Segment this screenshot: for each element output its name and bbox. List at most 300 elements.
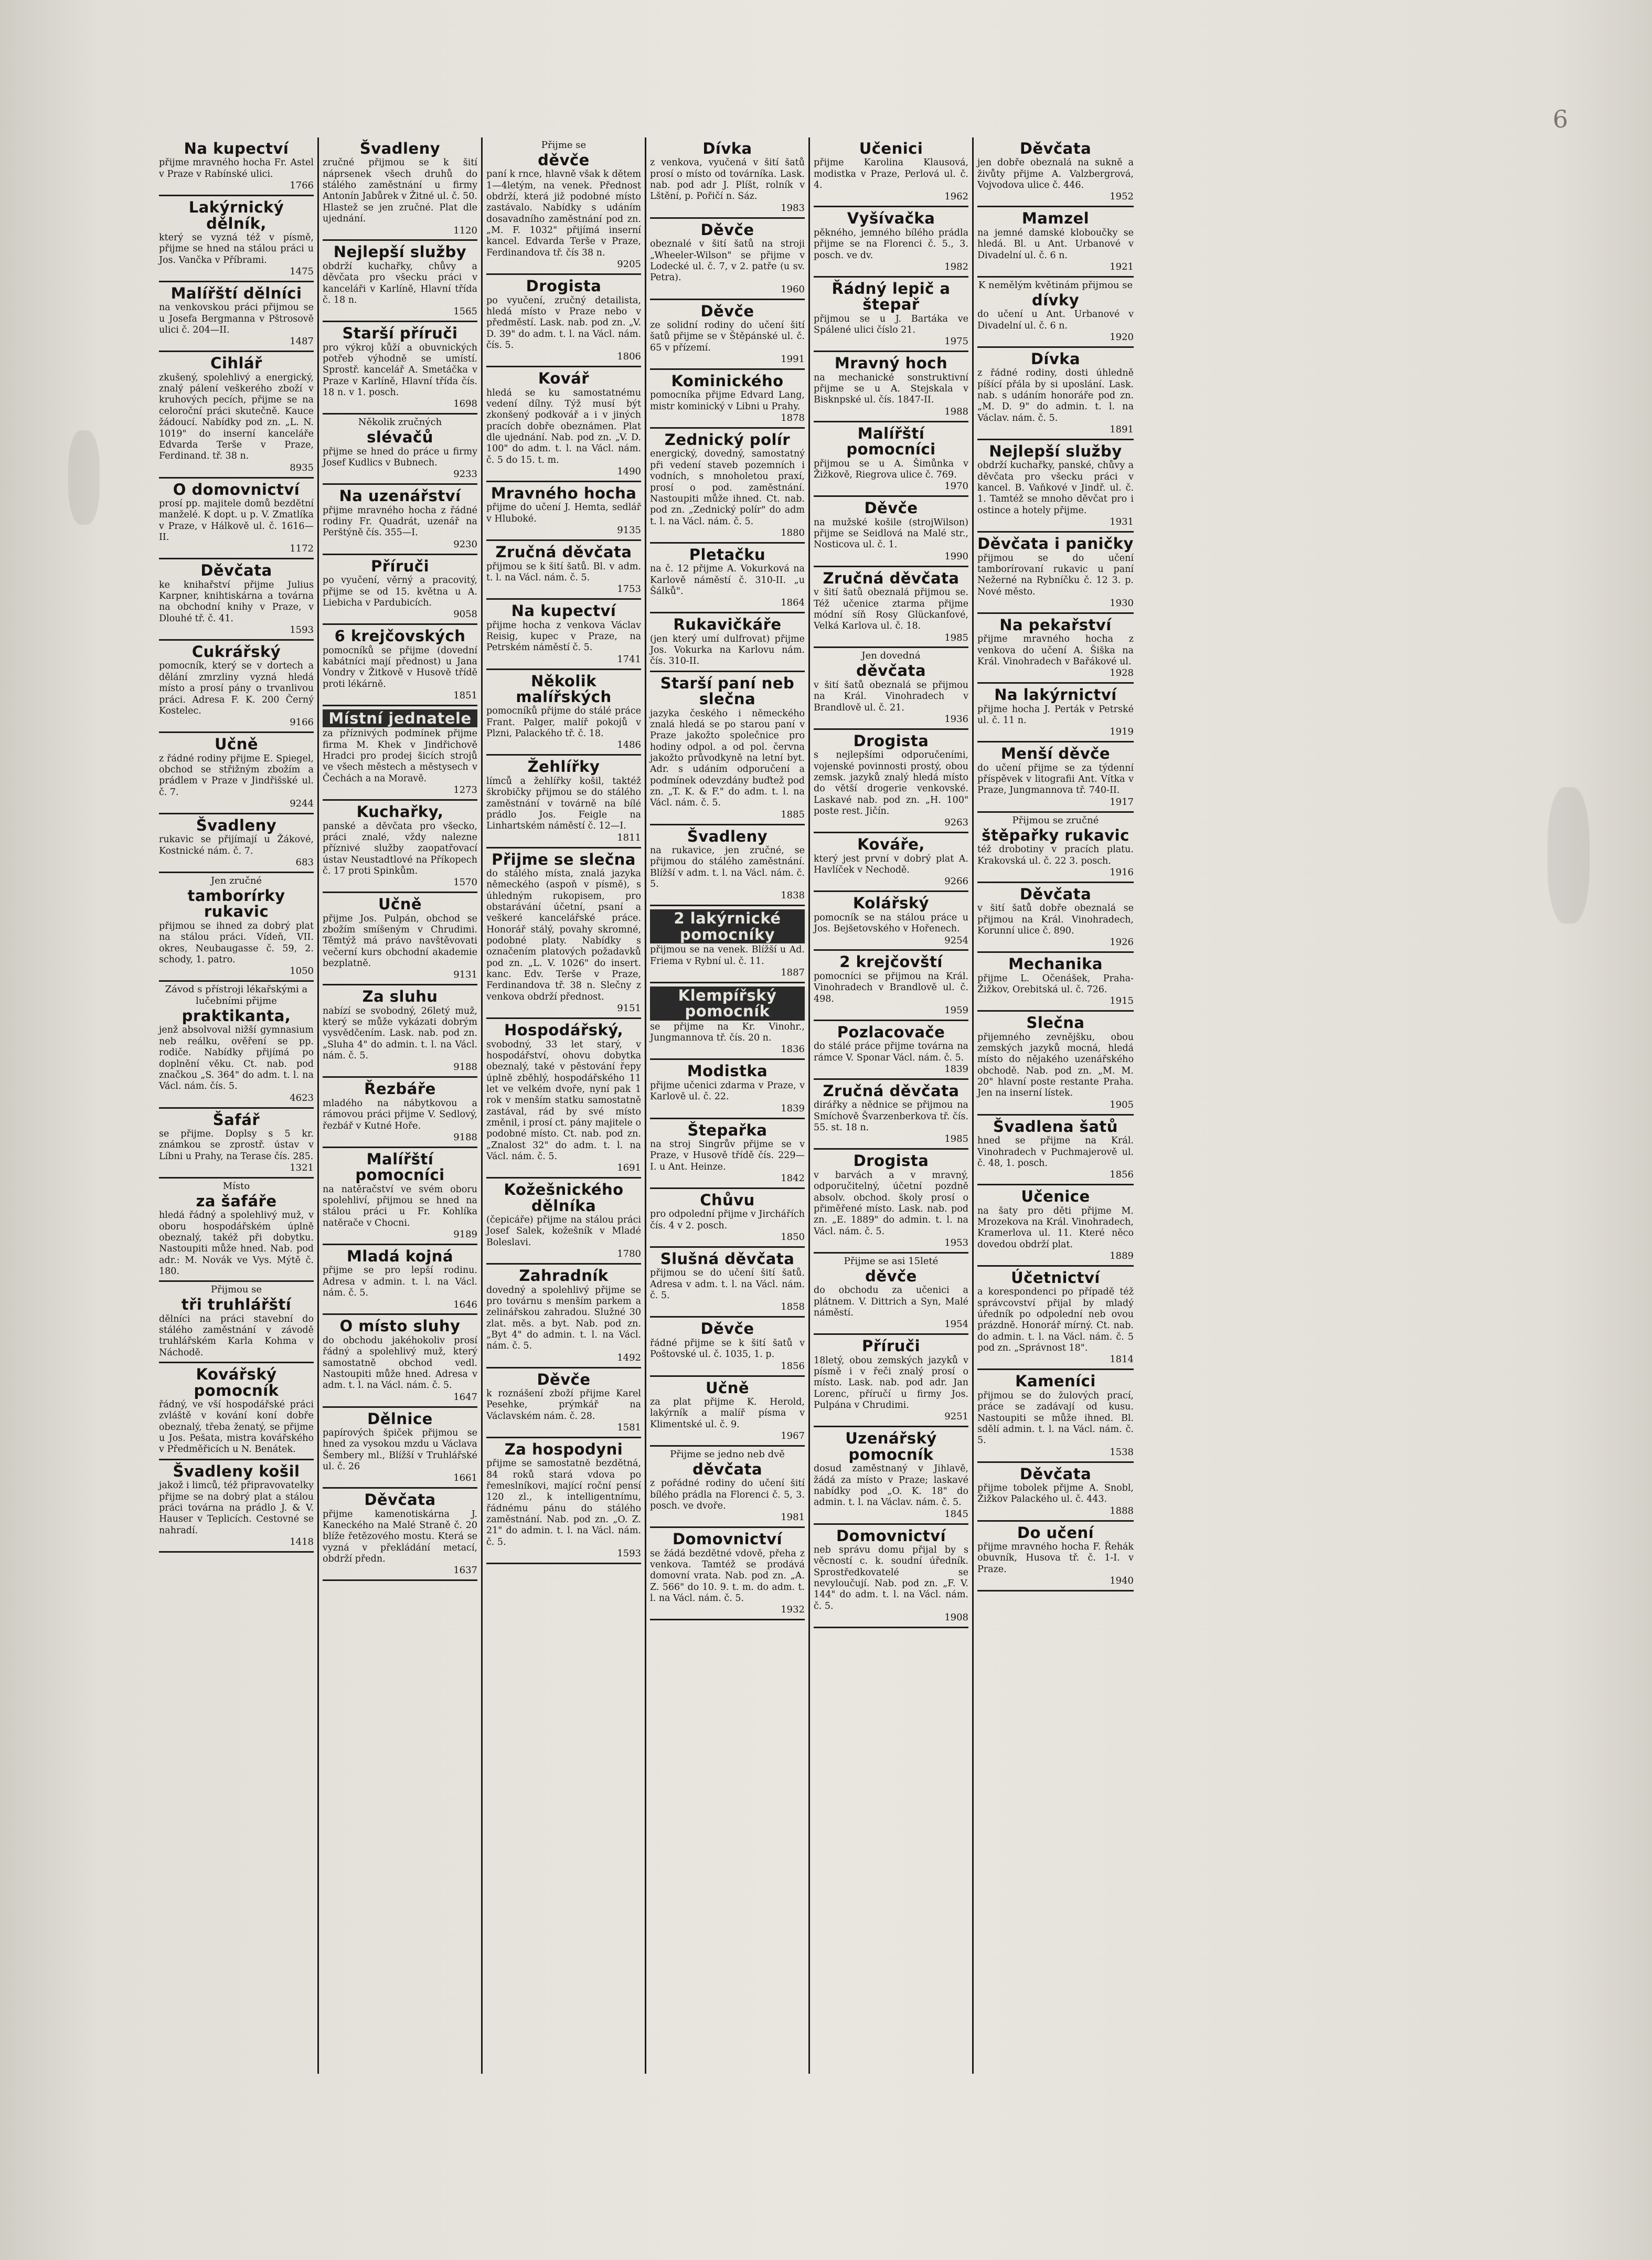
- ad-body: za příznivých podmínek přijme firma M. Khek v Jindřichově Hradci pro prodej šicích strojů ve všech městech a městysech v Čechách a na Moravě.: [323, 728, 477, 784]
- classified-ad: [814, 137, 968, 207]
- ad-heading: Děvče: [700, 302, 754, 320]
- ad-heading: Za sluhu: [362, 988, 438, 1006]
- ad-heading: Na uzenářství: [339, 487, 461, 505]
- ad-code: 9251: [944, 1411, 968, 1423]
- classified-ad: [323, 985, 477, 1078]
- ad-code: 1811: [617, 832, 641, 843]
- ad-heading: Učenici: [859, 140, 923, 157]
- classified-ad: [650, 1119, 805, 1189]
- ad-body: na č. 12 přijme A. Vokurková na Karlově náměstí č. 310-II. „u Šálků".: [650, 564, 805, 597]
- classified-ad: [650, 1528, 805, 1620]
- ad-body: na venkovskou práci přijmou se u Josefa Bergmanna v Pštrosově ulici č. 204—II.: [159, 302, 314, 336]
- ad-code: 9233: [453, 469, 477, 480]
- ad-code: 1975: [944, 336, 968, 347]
- classified-ad: [977, 1267, 1134, 1370]
- classified-ad: [323, 1245, 477, 1315]
- ad-code: 1960: [781, 283, 805, 295]
- ad-heading: Kolářský: [852, 894, 930, 913]
- classified-ad: [650, 1318, 805, 1376]
- ad-heading: Za hospodyni: [504, 1440, 623, 1458]
- ad-code: 1916: [1110, 866, 1134, 878]
- ad-heading: Domovnictví: [672, 1530, 783, 1548]
- ad-body: řádné přijme se k šití šatů v Poštovské ul. č. 1035, 1. p.: [650, 1338, 805, 1360]
- classified-ad: [650, 1060, 805, 1119]
- ad-code: 1538: [1110, 1446, 1134, 1458]
- ad-body: přijemného zevnějšku, obou zemských jazyků mocná, hledá místo do nějakého uzenářského obchodě. Nab. pod zn. „M. M. 20" hlavní poste restante Praha. Jen na inserní lístek.: [977, 1032, 1134, 1099]
- ad-body: hledá se ku samostatnému vedení dílny. Týž musí být zkonšený podkovář a i v jiných pracích dobře obeznámen. Plat dle ujednání. Nab. pod zn. „V. D. 100" do adm. t. l. na Václ. nám. č. 5 do 15. t. m.: [486, 387, 641, 465]
- classified-ad: [486, 600, 641, 670]
- classified-ad: [323, 706, 477, 801]
- classified-ad: [486, 1019, 641, 1179]
- ad-code: 1887: [781, 967, 805, 978]
- ad-heading: Pletačku: [689, 545, 766, 564]
- classified-ad: [814, 1335, 968, 1427]
- classified-ad: [814, 278, 968, 353]
- ad-heading: Žehlířky: [527, 758, 600, 776]
- classified-ad: [814, 892, 968, 951]
- ad-heading: Děvče: [700, 220, 754, 239]
- classified-ad: [814, 1150, 968, 1253]
- ad-code: 1888: [1110, 1505, 1134, 1516]
- classified-ad: [814, 497, 968, 567]
- classified-ad: [650, 429, 805, 544]
- ad-heading: Děvčata i paničky: [977, 535, 1134, 553]
- classified-ad: [650, 613, 805, 672]
- ad-heading: Příruči: [370, 557, 430, 575]
- ad-body: na mechanické sonstruktivní přijme se u A. Stejskala v Bisknpské ul. čís. 1847-II.: [814, 372, 968, 406]
- ad-code: 1928: [1110, 667, 1134, 679]
- classified-ad: [650, 672, 805, 825]
- ad-code: 9230: [453, 538, 477, 550]
- ad-code: 1766: [290, 180, 314, 192]
- ad-code: 1885: [781, 809, 805, 820]
- ad-body: přijme kamenotiskárna J. Kaneckého na Malé Straně č. 20 blíže řetězového mostu. Která se vyzná v překládání metací, obdrží předn.: [323, 1509, 477, 1565]
- ad-code: 1917: [1110, 796, 1134, 808]
- classified-ad: [650, 1377, 805, 1447]
- ad-heading: Švadleny: [196, 816, 277, 834]
- classified-ad: [486, 1438, 641, 1564]
- ad-heading: Domovnictví: [836, 1526, 946, 1545]
- ad-heading: Děvče: [700, 1320, 754, 1338]
- ad-heading: Dívka: [702, 140, 752, 157]
- ad-code: 1850: [781, 1232, 805, 1243]
- classified-ad: [814, 833, 968, 892]
- ad-code: 1954: [944, 1319, 968, 1330]
- print-smudge: [1548, 787, 1590, 924]
- ad-body: pomocníků se přijme (dovední kabátníci mají přednost) u Jana Vondry v Žitkově v Husově třídě proti lékárně.: [323, 645, 477, 689]
- ad-code: 9244: [290, 798, 314, 809]
- classified-columns: [155, 137, 1517, 2074]
- classified-ad: [323, 485, 477, 555]
- ad-body: pro výkroj kůží a obuvnických potřeb výhodně se umístí. Sprostř. kancelář A. Smetáčka v Praze v Karlíně, Hlavní třída čís. 18 n. v 1. posch.: [323, 342, 477, 398]
- ad-heading: Na kupectví: [184, 140, 289, 157]
- ad-code: 1851: [453, 690, 477, 702]
- ad-preface: K nemělým květinám přijmou se: [978, 279, 1133, 291]
- classified-ad: [159, 137, 314, 196]
- classified-ad: [977, 440, 1134, 533]
- ad-body: obeznalé v šití šatů na stroji „Wheeler-Wilson" se přijme v Lodecké ul. č. 7, v 2. patře (u sv. Petra).: [650, 239, 805, 283]
- ad-code: 1985: [944, 632, 968, 643]
- classified-ad: [650, 544, 805, 613]
- classified-ad: [814, 352, 968, 422]
- ad-code: 1120: [453, 225, 477, 236]
- ad-code: 1919: [1110, 726, 1134, 738]
- ad-body: mladého na nábytkovou a rámovou práci přijme V. Sedlový, řezbář v Kutné Hoře.: [323, 1098, 477, 1131]
- ad-code: 1864: [781, 597, 805, 609]
- ad-heading: Zručná děvčata: [823, 1081, 960, 1100]
- classified-ad: [650, 906, 805, 983]
- ad-code: 1753: [617, 583, 641, 595]
- ad-heading: Kameníci: [1015, 1372, 1096, 1391]
- ad-heading: Zednický polír: [664, 431, 791, 449]
- ad-body: přijme se hned do práce u firmy Josef Kudlics v Bubnech.: [323, 446, 477, 469]
- ad-body: který jest první v dobrý plat A. Havlíček v Nechodě.: [814, 853, 968, 876]
- classified-ad: [323, 801, 477, 893]
- ad-heading: Na lakýrnictví: [994, 686, 1117, 704]
- classified-ad: [159, 1282, 314, 1363]
- ad-code: 1741: [617, 653, 641, 665]
- classified-ad: [323, 893, 477, 985]
- ad-code: 1647: [453, 1391, 477, 1403]
- classified-ad: [323, 415, 477, 485]
- ad-body: přijmou se na venek. Blížší u Ad. Friema v Rybní ul. č. 11.: [650, 945, 805, 967]
- ad-code: 1931: [1110, 516, 1134, 528]
- classified-ad: [323, 1315, 477, 1407]
- classified-ad: [650, 983, 805, 1060]
- ad-code: 1889: [1110, 1250, 1134, 1261]
- ad-body: přijme do učení J. Hemta, sedlář v Hluboké.: [486, 502, 641, 524]
- ad-preface: Několik zručných: [358, 417, 442, 428]
- ad-body: na stroj Singrův přijme se v Praze, v Husově třídě čís. 229—I. u Ant. Heinze.: [650, 1139, 805, 1172]
- ad-heading: Šafář: [212, 1110, 260, 1129]
- ad-heading: Učně: [214, 735, 259, 754]
- ad-heading: Pozlacovače: [837, 1023, 945, 1041]
- classified-ad: [977, 278, 1134, 348]
- ad-code: 1936: [944, 713, 968, 725]
- classified-ad: [814, 1525, 968, 1628]
- ad-body: na jemné damské kloboučky se hledá. Bl. u Ant. Urbanové v Divadelní ul. č. 6 n.: [977, 227, 1134, 261]
- ad-heading: Švadlena šatů: [993, 1117, 1118, 1136]
- ad-body: papírových špiček přijmou se hned za vysokou mzdu u Václava Šembery ml., Blížší v Truhlářské ul. č. 26: [323, 1428, 477, 1472]
- ad-body: límců a žehlířky košil, taktéž škrobičky přijmou se do stálého zaměstnání v továrně na bílé prádlo Jos. Feigle na Linhartském náměstí č. 12—I.: [486, 776, 641, 832]
- ad-code: 8935: [290, 462, 314, 473]
- classified-ad: [977, 813, 1134, 883]
- ad-heading: Nejlepší služby: [989, 442, 1122, 460]
- ad-heading: Slušná děvčata: [660, 1250, 795, 1268]
- ad-body: přijme Karolina Klausová, modistka v Praze, Perlová ul. č. 4.: [814, 157, 968, 191]
- ad-code: 1490: [617, 466, 641, 478]
- ad-code: 1637: [453, 1565, 477, 1576]
- ad-body: pomocníků přijme do stálé práce Frant. Palger, malíř pokojů v Plzni, Palackého tř. č. 18.: [486, 706, 641, 739]
- classified-ad: [323, 1408, 477, 1489]
- ad-code: 9205: [617, 259, 641, 270]
- ad-body: v šití šatů dobře obeznalá se přijmou na Král. Vinohradech, Korunní ulice č. 890.: [977, 903, 1134, 936]
- ad-body: přijme mravného hocha F. Řehák obuvník, Husova tř. č. 1-I. v Praze.: [977, 1542, 1134, 1575]
- ad-heading: Děvče: [537, 1370, 591, 1388]
- ad-body: se přijme na Kr. Vinohr., Jungmannova tř. čís. 20 n.: [650, 1021, 805, 1044]
- ad-body: jakož i limců, též připravovatelky přijme se na dobrý plat a stálou práci továrna na prádlo J. & V. Hauser v Teplicích. Cestovné se nahradí.: [159, 1480, 314, 1536]
- ad-body: pomocník se na stálou práce u Jos. Bejšetovského v Hořenech.: [814, 912, 968, 935]
- ad-code: 1565: [453, 306, 477, 317]
- ad-body: na šaty pro děti přijme M. Mrozekova na Král. Vinohradech, Kramerlova ul. 11. Které něco dovedou obdrží plat.: [977, 1205, 1134, 1250]
- classified-ad: [650, 370, 805, 429]
- ad-heading: 6 krejčovských: [334, 627, 466, 645]
- ad-body: přijme Jos. Pulpán, obchod se zbožím smíšeným v Chrudimi. Těmtýž má právo navštěvovati večerní kurs obchodní akademie bezplatně.: [323, 913, 477, 969]
- classified-ad: [486, 482, 641, 541]
- ad-body: přijmou se do učení tamborírovaní rukavic u paní Nežerné na Rybníčku č. 12 3. p. Nové město.: [977, 553, 1134, 597]
- ad-heading: Příruči: [861, 1337, 921, 1355]
- ad-body: do obchodu za učenici a plátnem. V. Dittrich a Syn, Malé náměstí.: [814, 1285, 968, 1318]
- ad-heading: dívky: [1031, 291, 1080, 309]
- ad-body: obdrží kuchařky, panské, chůvy a děvčata pro všecku práci v kancel. B. Vaňkové v Jindř. ul. č. 1. Tamtéž se mnoho děvčat pro i ostince a hotely přijme.: [977, 460, 1134, 516]
- ad-heading: Švadleny: [359, 140, 441, 157]
- ad-code: 1940: [1110, 1575, 1134, 1587]
- classified-ad: [650, 1248, 805, 1318]
- ad-code: 1959: [944, 1004, 968, 1016]
- ad-preface: Přijmou se zručné: [1012, 814, 1099, 826]
- ad-heading: tamborírky rukavic: [187, 886, 285, 921]
- ad-body: za plat přijme K. Herold, lakýrník a malíř písma v Klimentské ul. č. 9.: [650, 1396, 805, 1430]
- ad-heading: Slečna: [1026, 1014, 1085, 1032]
- ad-heading: Děvče: [864, 499, 918, 517]
- ad-code: 9266: [944, 876, 968, 887]
- column-6: [974, 137, 1137, 2074]
- ad-heading: Přijme se slečna: [492, 850, 636, 868]
- ad-code: 1570: [453, 877, 477, 888]
- classified-ad: [159, 196, 314, 282]
- ad-code: 1905: [1110, 1099, 1134, 1110]
- ad-heading: Vyšívačka: [847, 209, 935, 228]
- ad-code: 9188: [453, 1062, 477, 1073]
- ad-body: dosud zaměstnaný v Jihlavě, žádá za místo v Praze; laskavé nabídky pod „O. K. 18" do admin. t. l. na Václav. nám. č. 5.: [814, 1463, 968, 1508]
- ad-heading: Kožešnického dělníka: [504, 1181, 624, 1215]
- ad-body: v barvách a v mravný, odporučitelný, účetní pozdně absolv. obchod. školy prosí o přiměřené místo. Lask. nab. pod zn. „E. 1889" do admin. t. l. na Václ. nám. č. 5.: [814, 1170, 968, 1237]
- ad-code: 683: [295, 857, 314, 868]
- classified-ad: [159, 733, 314, 814]
- ad-body: dělníci na práci stavební do stálého zaměstnání v závodě truhlářském Karla Kohma v Náchodě.: [159, 1313, 314, 1358]
- classified-ad: [486, 275, 641, 367]
- ad-body: řádný, ve vší hospodářské práci zvláště v kování koní dobře obeznalý, třeba ženatý, se přijme u Jos. Pešata, mistra kovářského v Předměřicích u N. Benátek.: [159, 1399, 314, 1455]
- classified-ad: [977, 614, 1134, 684]
- classified-ad: [650, 137, 805, 219]
- classified-ad: [486, 367, 641, 482]
- ad-heading: Několik malířských: [516, 672, 612, 706]
- ad-heading: Do učení: [1017, 1523, 1094, 1542]
- classified-ad: [814, 951, 968, 1021]
- ad-body: přijme hocha J. Perták v Petrské ul. č. 11 n.: [977, 704, 1134, 726]
- ad-heading: Zručná děvčata: [823, 569, 960, 587]
- ad-code: 1985: [944, 1133, 968, 1145]
- ad-heading: praktikanta,: [182, 1007, 291, 1025]
- ad-body: s nejlepšími odporučeními, vojenské povinnosti prostý, obou zemsk. jazyků znalý hledá místo do větší drogerie venkovské. Laskavé nab. pod zn. „H. 100" poste rest. Jičín.: [814, 750, 968, 817]
- ad-heading: Kuchařky,: [356, 803, 444, 821]
- classified-ad: [323, 625, 477, 706]
- ad-body: do stálého místa, znalá jazyka německého (aspoň v písmě), s úhledným rukopisem, pro obstarávání účetní, psaní a veškeré kancelářské práce. Honorář stálý, povahy skromné, podobné platy. Nabídky s označením platových požadavků pod zn. „L. V. 1026" do insert. kanc. Edv. Terše v Praze, Ferdinandova tř. 38 n. Slečny z venkova obdrží přednost.: [486, 868, 641, 1002]
- classified-ad: [977, 1185, 1134, 1267]
- classified-ad: [159, 479, 314, 560]
- classified-ad: [814, 1021, 968, 1080]
- classified-ad: [977, 207, 1134, 277]
- ad-code: 1962: [944, 191, 968, 203]
- ad-code: 1952: [1110, 191, 1134, 203]
- classified-ad: [977, 1522, 1134, 1591]
- ad-code: 9058: [453, 609, 477, 620]
- classified-ad: [323, 1489, 477, 1581]
- ad-heading: Řezbáře: [364, 1080, 436, 1098]
- ad-body: se žádá bezdětné vdově, přeha z venkova. Tamtéž se prodává domovní vrata. Nab. pod zn. „A. Z. 566" do 10. 9. t. m. do adm. t. l. na Václ. nám. č. 5.: [650, 1548, 805, 1604]
- ad-body: 18letý, obou zemských jazyků v písmě i v řeči znalý prosí o místo. Lask. nab. pod adr. Jan Lorenc, příručí u firmy Jos. Pulpána v Chrudimi.: [814, 1355, 968, 1411]
- classified-ad: [814, 422, 968, 497]
- ad-body: přijme mravného hocha Fr. Astel v Praze v Rabínské ulici.: [159, 157, 314, 179]
- ad-code: 9263: [944, 817, 968, 829]
- ad-heading: Děvčata: [200, 561, 272, 580]
- ad-code: 1932: [781, 1604, 805, 1616]
- ad-code: 1593: [290, 624, 314, 636]
- ad-preface: Přijme se: [541, 140, 587, 151]
- ad-heading: slévačů: [367, 428, 433, 447]
- classified-ad: [650, 300, 805, 370]
- ad-body: z řádné rodiny přijme E. Spiegel, obchod se střižným zbožím a prádlem v Praze v Jindřišské ul. č. 7.: [159, 753, 314, 798]
- classified-ad: [159, 814, 314, 873]
- ad-body: přijme mravného hocha z venkova do učení A. Šiška na Král. Vinohradech v Bařákové ul.: [977, 634, 1134, 667]
- ad-code: 1990: [944, 550, 968, 562]
- ad-body: z pořádné rodiny do učení šití bílého prádla na Florenci č. 5, 3. posch. ve dvoře.: [650, 1478, 805, 1512]
- ad-code: 1806: [617, 351, 641, 363]
- ad-heading: Děvčata: [1019, 885, 1092, 903]
- ad-code: 1814: [1110, 1354, 1134, 1365]
- ad-body: nabízí se svobodný, 26letý muž, který se může vykázati dobrým vysvědčením. Lask. nab. pod zn. „Sluha 4" do admin. t. l. na Václ. nám. č. 5.: [323, 1005, 477, 1062]
- ad-code: 1487: [290, 336, 314, 347]
- ad-preface: Jen zručné: [210, 875, 262, 886]
- print-smudge: [68, 430, 100, 525]
- ad-code: 1926: [1110, 937, 1134, 948]
- ad-code: 1475: [290, 266, 314, 277]
- ad-heading: Drogista: [853, 731, 929, 750]
- classified-ad: [977, 348, 1134, 440]
- classified-ad: [977, 533, 1134, 614]
- ad-code: 1856: [781, 1360, 805, 1372]
- ad-body: přijmou se ihned za dobrý plat na stálou práci. Vídeň, VII. okres, Neubaugasse č. 59, 2. schody, 1. patro.: [159, 920, 314, 965]
- ad-body: po vyučení, věrný a pracovitý, přijme se od 15. května u A. Liebicha v Pardubicích.: [323, 575, 477, 608]
- classified-ad: [650, 1189, 805, 1248]
- ad-heading: Chůvu: [700, 1191, 755, 1209]
- ad-body: přijmou se do žulových prací, práce se zadávají od kusu. Nastoupiti se může ihned. Bl. sdělí admin. t. l. na Václ. nám. č. 5.: [977, 1390, 1134, 1446]
- ad-heading: štěpařky rukavic: [982, 826, 1129, 844]
- classified-ad: [159, 1179, 314, 1282]
- ad-body: pro odpolední přijme v Jirchářích čís. 4 v 2. posch.: [650, 1209, 805, 1231]
- ad-body: hledá řádný a spolehlivý muž, v oboru hospodářském úplně obeznalý, takéž při dobytku. Nastoupiti může hned. Nab. pod adr.: M. Novák ve Vys. Mýtě č. 180.: [159, 1210, 314, 1277]
- ad-body: ze solidní rodiny do učení šití šatů přijme se v Štěpánské ul. č. 65 v přízemí.: [650, 320, 805, 353]
- ad-heading: Cukrářský: [191, 643, 281, 661]
- ad-body: pomocníka přijme Edvard Lang, mistr kominický v Libni u Prahy.: [650, 390, 805, 412]
- ad-body: přijme učenici zdarma v Praze, v Karlově ul. č. 22.: [650, 1080, 805, 1102]
- ad-body: v šití šatů obeznalá přijmou se. Též učenice ztarma přijme módní síň Rosy Glückanfové, Velká Karlova ul. č. 18.: [814, 587, 968, 632]
- ad-heading: Řádný lepič a štepař: [832, 279, 951, 314]
- ad-body: po vyučení, zručný detailista, hledá místo v Praze nebo v předměstí. Lask. nab. pod zn. „V. D. 39" do adm. t. l. na Václ. nám. čís. 5.: [486, 295, 641, 351]
- classified-ad: [486, 848, 641, 1020]
- ad-heading: děvčata: [692, 1460, 763, 1478]
- ad-code: 1691: [617, 1162, 641, 1174]
- ad-body: rukavic se přijímají u Žákové, Kostnické nám. č. 7.: [159, 834, 314, 856]
- ad-heading: za šafáře: [196, 1192, 277, 1210]
- ad-body: (jen který umí dulfrovat) přijme Jos. Vokurka na Karlovu nám. čís. 310-II.: [650, 633, 805, 667]
- ad-heading: Mravného hocha: [491, 484, 637, 502]
- ad-code: 1842: [781, 1172, 805, 1184]
- ad-preface: Jen dovedná: [861, 650, 921, 662]
- ad-heading: tři truhlářští: [181, 1296, 292, 1314]
- ad-body: paní k rnce, hlavně však k dětem 1—4letým, na venek. Přednost obdrží, která již podobné místo zastávalo. Nabídky s udáním dosavadního zaměstnání pod zn. „M. F. 1032" přijímá inserní kancel. Edvarda Terše v Praze, Ferdinandova tř. čís 38 n.: [486, 169, 641, 258]
- ad-preface: Přijmou se: [210, 1284, 262, 1296]
- ad-preface: Přijme se jedno neb dvě: [670, 1448, 785, 1460]
- ad-code: 1921: [1110, 261, 1134, 272]
- classified-ad: [323, 241, 477, 322]
- ad-heading: děvče: [538, 151, 590, 169]
- ad-heading: Drogista: [526, 277, 602, 295]
- ad-code: 4623: [290, 1092, 314, 1104]
- ad-body: přijme se samostatně bezdětná, 84 roků stará vdova po řemeslníkovi, mající roční pensí 120 zl., k intelligentnímu, řádnému pánu do stálého zaměstnání. Nab. pod zn. „O. Z. 21" do admin. t. l. na Václ. nám. č. 5.: [486, 1458, 641, 1547]
- ad-code: 1492: [617, 1352, 641, 1363]
- ad-heading: Místní jednatele: [323, 709, 477, 727]
- ad-code: 1581: [617, 1422, 641, 1434]
- ad-code: 1981: [781, 1512, 805, 1523]
- ad-code: 9254: [944, 935, 968, 946]
- ad-heading: Učně: [705, 1378, 750, 1397]
- ad-body: pomocníci se přijmou na Král. Vinohradech v Brandlově ul. č. 498.: [814, 971, 968, 1004]
- ad-body: přijme se pro lepší rodinu. Adresa v admin. t. l. na Václ. nám. č. 5.: [323, 1265, 477, 1299]
- column-5: [810, 137, 974, 2074]
- column-1: [155, 137, 319, 2074]
- ad-heading: Kovář: [538, 369, 590, 388]
- ad-heading: Štepařka: [687, 1121, 768, 1139]
- ad-code: 1273: [453, 784, 477, 796]
- ad-body: z venkova, vyučená v šití šatů prosí o místo od továrníka. Lask. nab. pod adr J. Plíšt, rolník v Lštění, p. Pořičí n. Sáz.: [650, 157, 805, 202]
- ad-code: 1880: [781, 527, 805, 538]
- ad-body: na rukavice, jen zručné, se přijmou do stálého zaměstnání. Blížší v adm. t. l. na Václ. nám. č. 5.: [650, 845, 805, 890]
- column-2: [319, 137, 483, 2074]
- ad-heading: Uzenářský pomocník: [845, 1429, 937, 1463]
- ad-body: k roznášení zboží přijme Karel Pesehke, prýmkář na Václavském nám. č. 28.: [486, 1388, 641, 1421]
- ad-body: který se vyzná též v písmě, přijme se hned na stálou práci u Jos. Vančka v Příbrami.: [159, 232, 314, 266]
- ad-heading: Nejlepší služby: [333, 243, 467, 261]
- ad-code: 1845: [944, 1508, 968, 1520]
- ad-code: 1050: [290, 965, 314, 977]
- ad-body: přijme tobolek přijme A. Snobl, Žižkov Palackého ul. č. 443.: [977, 1482, 1134, 1505]
- ad-body: na mužské košile (strojWilson) přijme se Seidlová na Malé str., Nosticova ul. č. 1.: [814, 517, 968, 550]
- classified-ad: [323, 1078, 477, 1148]
- ad-heading: Malířští pomocníci: [846, 424, 936, 459]
- ad-heading: Starší příruči: [342, 324, 458, 343]
- ad-body: se přijme. Doplsy s 5 kr. známkou se zprostř. ústav v Líbni u Prahy, na Terase čís. 285.: [159, 1128, 314, 1162]
- ad-heading: Hospodářský,: [504, 1021, 623, 1039]
- ad-heading: Starší paní neb slečna: [660, 674, 795, 708]
- ad-code: 1908: [944, 1612, 968, 1624]
- ad-code: 1780: [617, 1248, 641, 1260]
- classified-ad: [323, 137, 477, 241]
- ad-body: (čepicáře) přijme na stálou práci Josef Salek, kožešník v Mladé Boleslavi.: [486, 1215, 641, 1248]
- ad-body: pomocník, který se v dortech a dělání zmrzliny vyzná hledá místo a prosí pány o trvanlivou práci. Adresa F. K. 200 Černý Kostelec.: [159, 661, 314, 716]
- ad-body: v šití šatů obeznalá se přijmou na Král. Vinohradech v Brandlově ul. č. 21.: [814, 680, 968, 713]
- ad-body: zkušený, spolehlivý a energický, znalý pálení veškerého zboží v kruhových pecích, přijme se na celoroční práci skutečně. Kauce žádoucí. Nabídky pod zn. „L. N. 1019" do inserní kanceláře Edvarda Terše v Praze, Ferdinand. tř. 38 n.: [159, 372, 314, 462]
- ad-code: 9166: [290, 717, 314, 728]
- ad-heading: děvče: [865, 1267, 917, 1285]
- ad-code: 1988: [944, 406, 968, 417]
- ad-code: 1878: [781, 412, 805, 424]
- ad-heading: Malířští dělníci: [170, 284, 302, 302]
- ad-code: 1991: [781, 354, 805, 365]
- classified-ad: [977, 883, 1134, 953]
- ad-code: 1838: [781, 890, 805, 901]
- ad-code: 9151: [617, 1003, 641, 1014]
